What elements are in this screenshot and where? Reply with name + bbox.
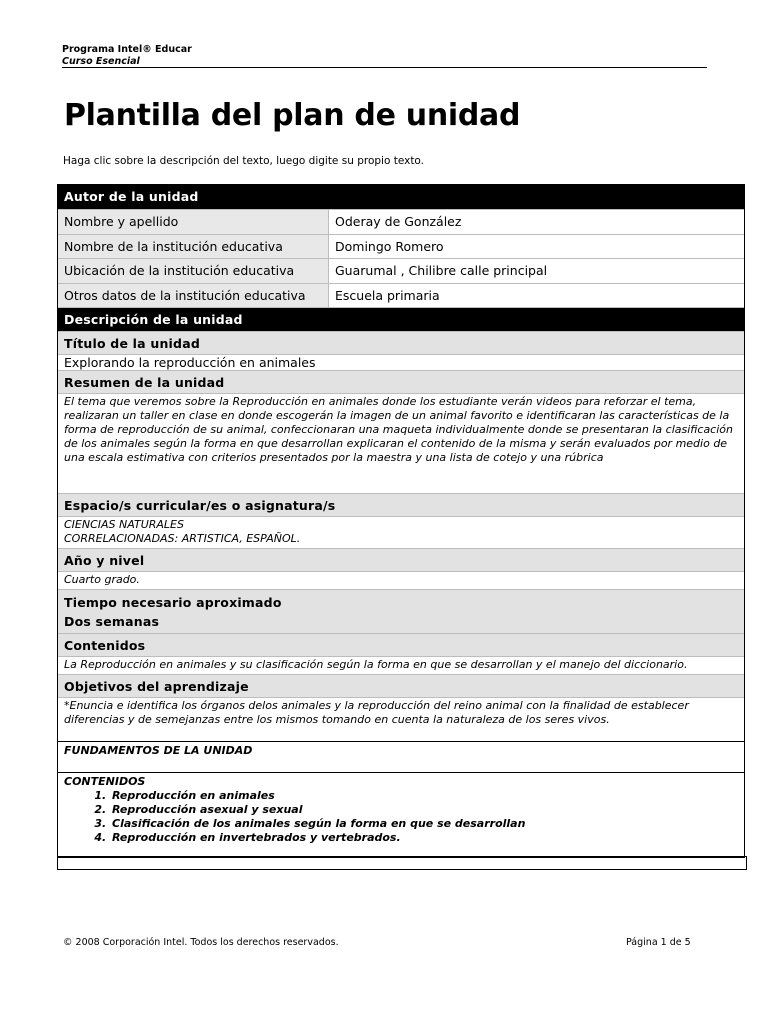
list-item: 2. Reproducción asexual y sexual	[110, 803, 738, 817]
subjects-line: CIENCIAS NATURALES	[64, 518, 184, 531]
author-section-heading: Autor de la unidad	[58, 185, 744, 209]
grade-field[interactable]: Cuarto grado.	[58, 571, 744, 589]
objectives-label: Objetivos del aprendizaje	[58, 674, 744, 697]
page-title: Plantilla del plan de unidad	[64, 98, 521, 133]
author-row-other	[58, 283, 744, 308]
list-item: 1. Reproducción en animales	[110, 789, 738, 803]
time-label: Tiempo necesario aproximado	[64, 595, 282, 610]
unit-plan-table	[57, 184, 745, 858]
fundamentos-box[interactable]	[58, 741, 744, 772]
institution-other-field[interactable]: Escuela primaria	[335, 287, 440, 303]
contenidos-box[interactable]	[58, 772, 744, 857]
list-item: 4. Reproducción en invertebrados y vertebrados.	[110, 831, 738, 845]
header-rule	[62, 67, 707, 68]
page-header	[62, 44, 707, 68]
unit-summary-field[interactable]: El tema que veremos sobre la Reproducción en animales donde los estudiante verán videos para reforzar el tema, realizaran un taller en clase en donde escogerán la imagen de un animal favorito e identificaran las características de la forma de reproducción de su animal, confeccionaran una maqueta individualmente donde se presentaran la clasificación de los animales según la forma en que desarrollan explicaran el contenido de la misma y serán evaluados por medio de una escala estimativa con criterios presentados por la maestra y una lista de cotejo y una rúbrica	[58, 393, 744, 493]
fundamentos-heading: FUNDAMENTOS DE LA UNIDAD	[64, 744, 253, 757]
institution-location-field[interactable]: Guarumal , Chilibre calle principal	[335, 263, 548, 278]
page-number: Página 1 de 5	[626, 937, 691, 948]
subjects-line: CORRELACIONADAS: ARTISTICA, ESPAÑOL.	[64, 532, 301, 545]
author-name-field[interactable]: Oderay de González	[335, 214, 462, 229]
field-label: Nombre y apellido	[58, 210, 329, 234]
author-row-location	[58, 258, 744, 283]
list-item: 3. Clasificación de los animales según la forma en que se desarrollan	[110, 817, 738, 831]
subjects-label: Espacio/s curricular/es o asignatura/s	[58, 493, 744, 516]
author-row-name	[58, 209, 744, 234]
field-label: Nombre de la institución educativa	[58, 235, 329, 259]
course-name: Curso Esencial	[62, 56, 140, 67]
institution-name-field[interactable]: Domingo Romero	[335, 238, 444, 254]
grade-label: Año y nivel	[58, 548, 744, 571]
empty-cell	[57, 856, 747, 870]
unit-title-field[interactable]: Explorando la reproducción en animales	[58, 354, 744, 370]
unit-description-heading: Descripción de la unidad	[58, 307, 744, 331]
instructions-text: Haga clic sobre la descripción del texto, luego digite su propio texto.	[63, 155, 425, 167]
unit-summary-label: Resumen de la unidad	[58, 370, 744, 393]
contenidos-list	[64, 789, 738, 845]
unit-title-label: Título de la unidad	[58, 331, 744, 354]
contents-label: Contenidos	[58, 633, 744, 656]
program-name: Programa Intel® Educar	[62, 44, 192, 55]
author-row-institution	[58, 234, 744, 259]
time-field[interactable]: Dos semanas	[64, 614, 160, 629]
subjects-field[interactable]	[58, 516, 744, 548]
time-section	[58, 589, 744, 633]
contenidos-heading: CONTENIDOS	[64, 775, 146, 788]
copyright-text: © 2008 Corporación Intel. Todos los derechos reservados.	[63, 937, 339, 948]
field-label: Ubicación de la institución educativa	[58, 259, 329, 283]
field-label: Otros datos de la institución educativa	[58, 284, 329, 308]
contents-field[interactable]: La Reproducción en animales y su clasificación según la forma en que se desarrollan y el manejo del diccionario.	[58, 656, 744, 674]
objectives-field[interactable]: *Enuncia e identifica los órganos delos animales y la reproducción del reino animal con la finalidad de establecer diferencias y de semejanzas entre los mismos tomando en cuenta la naturaleza de los seres vivos.	[58, 697, 744, 741]
